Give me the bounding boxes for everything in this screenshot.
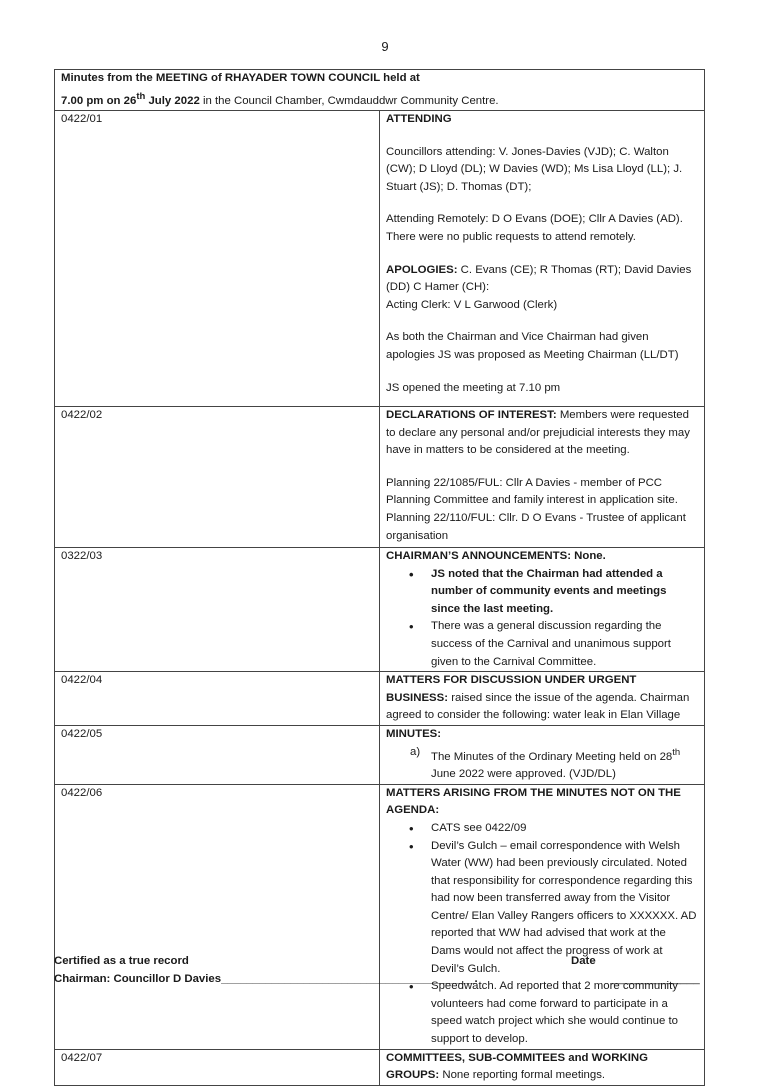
planning-declaration-1: Planning 22/1085/FUL: Cllr A Davies - member of PCC Planning Committee and family interest in application site. [386, 476, 678, 507]
attending-heading: ATTENDING [386, 112, 452, 125]
minute-row-declarations [55, 406, 705, 547]
matters-arising-heading: MATTERS ARISING FROM THE MINUTES NOT ON THE AGENDA: [386, 786, 681, 817]
minute-number: 0422/06 [55, 784, 380, 1049]
committees-heading: COMMITTEES, SUB-COMMITEES and WORKING GROUPS: [386, 1051, 648, 1082]
urgent-business-heading: MATTERS FOR DISCUSSION UNDER URGENT BUSINESS: [386, 674, 637, 704]
minute-row-attending [55, 110, 705, 406]
committees-body: None reporting formal meetings. [439, 1069, 606, 1082]
minutes-heading: MINUTES: [386, 728, 442, 741]
header-venue: in the Council Chamber, Cwmdauddwr Community Centre. [199, 94, 499, 107]
planning-declaration-2: Planning 22/110/FUL: Cllr. D O Evans - Trustee of applicant organisation [386, 511, 686, 542]
minute-row-urgent-business [55, 672, 705, 726]
minute-content-attending [380, 110, 705, 406]
minute-content-urgent-business [380, 672, 705, 726]
minutes-header-row [55, 70, 705, 111]
declarations-heading: DECLARATIONS OF INTEREST: [386, 408, 557, 421]
header-line1: Minutes from the MEETING of RHAYADER TOWN COUNCIL held at [61, 72, 420, 84]
minute-content-matters-arising [380, 784, 705, 1049]
minute-content-committees [380, 1049, 705, 1085]
declarations-text [386, 407, 698, 460]
meeting-opened: JS opened the meeting at 7.10 pm [386, 381, 561, 394]
minute-row-minutes [55, 726, 705, 785]
date-label: Date [571, 955, 596, 967]
list-item: • There was a general discussion regarding the success of the Carnival and unanimous support given to the Carnival Committee. [431, 618, 698, 671]
urgent-business-text [386, 672, 698, 725]
apologies-label: APOLOGIES: [386, 263, 458, 276]
list-item: • Devil’s Gulch – email correspondence with Welsh Water (WW) had been previously circulated. Noted that responsibility for correspondence regarding this had now been transferred away from the Visitor Centre/ Elan Valley Rangers officers to XXXXXX. AD reported that WW had advised that work at the Dams would not affect the progress of work at Devil’s Gulch. [431, 838, 698, 979]
minute-number: 0322/03 [55, 547, 380, 671]
list-item: • JS noted that the Chairman had attended a number of community events and meetings since the last meeting. [431, 566, 698, 619]
header-date-end: July 2022 [145, 94, 200, 107]
header-line2 [61, 88, 698, 110]
date-signature-line: ______________ [611, 973, 700, 985]
minute-number: 0422/05 [55, 726, 380, 785]
minute-number: 0422/01 [55, 110, 380, 406]
announcements-list [386, 566, 698, 672]
certified-label: Certified as a true record [54, 955, 189, 967]
page-number: 9 [381, 39, 389, 54]
councillors-attending: Councillors attending: V. Jones-Davies (VJD); C. Walton (CW); D Lloyd (DL); W Davies (WD); Ms Lisa Lloyd (LL); J. Stuart (JS); D. Thomas (DT); [386, 145, 683, 193]
minute-content-declarations [380, 406, 705, 547]
list-item: • Speedwatch. Ad reported that 2 more community volunteers had come forward to participate in a speed watch project which she would continue to support to develop. [431, 978, 698, 1048]
matters-arising-list [386, 820, 698, 1049]
acting-clerk: Acting Clerk: V L Garwood (Clerk) [386, 298, 558, 311]
minute-number: 0422/04 [55, 672, 380, 726]
apologies [386, 262, 698, 297]
list-item: • CATS see 0422/09 [431, 820, 698, 838]
chair-note: As both the Chairman and Vice Chairman had given apologies JS was proposed as Meeting Chairman (LL/DT) [386, 331, 679, 361]
minute-row-committees [55, 1049, 705, 1085]
minutes-approval-end: June 2022 were approved. (VJD/DL) [431, 768, 616, 781]
minute-number: 0422/07 [55, 1049, 380, 1085]
attending-remotely: Attending Remotely: D O Evans (DOE); Cllr A Davies (AD). There were no public requests to attend remotely. [386, 213, 683, 243]
apologies-text: C. Evans (CE); R Thomas (RT); David Davies (DD) C Hamer (CH): [386, 263, 692, 294]
declarations-body: Members were requested to declare any personal and/or prejudicial interests they may have in matters to be considered at the meeting. [386, 408, 690, 457]
urgent-business-body: raised since the issue of the agenda. Chairman agreed to consider the following: water leak in Elan Village [386, 691, 690, 722]
signature-footer [54, 953, 705, 989]
header-date-sup: th [136, 90, 146, 102]
list-label: a) [410, 745, 421, 758]
committees-text [386, 1050, 698, 1085]
header-date: 7.00 pm on 26 [61, 94, 137, 107]
minutes-header [55, 70, 705, 111]
chairman-signature-line: Chairman: Councillor D Davies________________________________________. [54, 973, 478, 985]
minute-content-minutes [380, 726, 705, 785]
minutes-date-sup: th [672, 746, 681, 758]
minutes-approval [386, 744, 698, 784]
minutes-approval-text: The Minutes of the Ordinary Meeting held on 28 [431, 750, 673, 763]
minute-number: 0422/02 [55, 406, 380, 547]
minute-row-announcements [55, 547, 705, 671]
minutes-table [54, 69, 705, 1086]
announcements-heading: CHAIRMAN’S ANNOUNCEMENTS: None. [386, 549, 606, 562]
minute-row-matters-arising [55, 784, 705, 1049]
minute-content-announcements [380, 547, 705, 671]
